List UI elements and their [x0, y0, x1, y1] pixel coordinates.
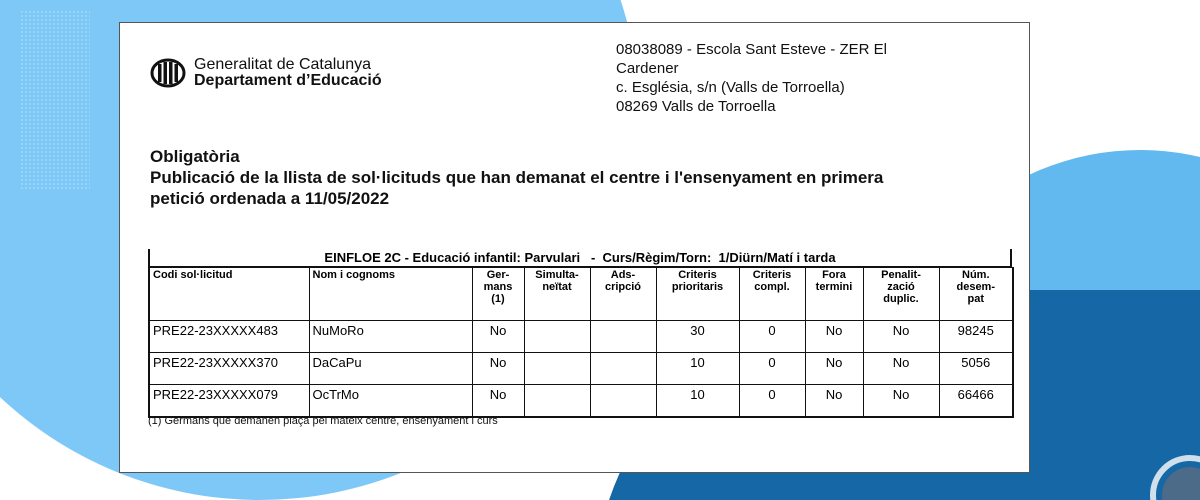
heading-title: Publicació de la llista de sol·licituds que han demanat el centre i l'ensenyament en primera: [150, 168, 884, 187]
table-header-row: [149, 268, 1013, 321]
address-line: c. Església, s/n (Valls de Torroella): [616, 79, 845, 96]
table-cell: 5056: [939, 353, 1013, 385]
table-cell: [524, 353, 590, 385]
table-cell: No: [805, 353, 863, 385]
table-cell: No: [863, 353, 939, 385]
table-footnote: (1) Germans que demanen plaça pel mateix centre, ensenyament i curs: [148, 415, 498, 427]
table-cell: 66466: [939, 385, 1013, 418]
applications-table: [148, 267, 1014, 418]
table-cell: No: [472, 321, 524, 353]
column-header: Penalit- zació duplic.: [863, 268, 939, 321]
table-cell: 0: [739, 385, 805, 418]
table-cell: NuMoRo: [309, 321, 472, 353]
table-cell: 10: [656, 385, 739, 418]
department-name: Departament d’Educació: [194, 72, 382, 89]
generalitat-emblem-icon: [150, 58, 186, 88]
background-dot-pattern: [20, 10, 90, 190]
table-row: [149, 321, 1013, 353]
column-header: Codi sol·licitud: [149, 268, 309, 321]
table-cell: [590, 321, 656, 353]
table-cell: No: [472, 385, 524, 418]
column-header: Ads- cripció: [590, 268, 656, 321]
table-cell: [524, 385, 590, 418]
heading-category: Obligatòria: [150, 147, 240, 166]
generalitat-logo: [150, 57, 382, 89]
table-cell: [590, 385, 656, 418]
table-cell: No: [863, 321, 939, 353]
heading-title-cont: petició ordenada a 11/05/2022: [150, 189, 390, 208]
table-cell: No: [805, 321, 863, 353]
column-header: Criteris compl.: [739, 268, 805, 321]
table-cell: PRE22-23XXXXX370: [149, 353, 309, 385]
address-line: 08269 Valls de Torroella: [616, 98, 776, 115]
column-header: Ger- mans (1): [472, 268, 524, 321]
table-cell: [590, 353, 656, 385]
table-cell: 98245: [939, 321, 1013, 353]
table-cell: OcTrMo: [309, 385, 472, 418]
document-page: [119, 22, 1030, 473]
table-cell: 0: [739, 321, 805, 353]
table-cell: No: [863, 385, 939, 418]
table-cell: DaCaPu: [309, 353, 472, 385]
column-header: Núm. desem- pat: [939, 268, 1013, 321]
table-title: EINFLOE 2C - Educació infantil: Parvulari - Curs/Règim/Torn: 1/Diürn/Matí i tarda: [148, 249, 1012, 267]
table-row: [149, 353, 1013, 385]
column-header: Simulta- neïtat: [524, 268, 590, 321]
column-header: Nom i cognoms: [309, 268, 472, 321]
table-cell: 10: [656, 353, 739, 385]
table-cell: [524, 321, 590, 353]
column-header: Criteris prioritaris: [656, 268, 739, 321]
document-heading: [150, 146, 1000, 209]
applications-table-block: [148, 249, 1012, 418]
table-cell: No: [472, 353, 524, 385]
table-cell: 0: [739, 353, 805, 385]
org-name: Generalitat de Catalunya: [194, 56, 371, 73]
table-row: [149, 385, 1013, 418]
school-address: [616, 40, 946, 116]
table-cell: No: [805, 385, 863, 418]
table-cell: PRE22-23XXXXX079: [149, 385, 309, 418]
address-line: Cardener: [616, 60, 679, 77]
table-cell: 30: [656, 321, 739, 353]
table-cell: PRE22-23XXXXX483: [149, 321, 309, 353]
column-header: Fora termini: [805, 268, 863, 321]
address-line: 08038089 - Escola Sant Esteve - ZER El: [616, 41, 887, 58]
